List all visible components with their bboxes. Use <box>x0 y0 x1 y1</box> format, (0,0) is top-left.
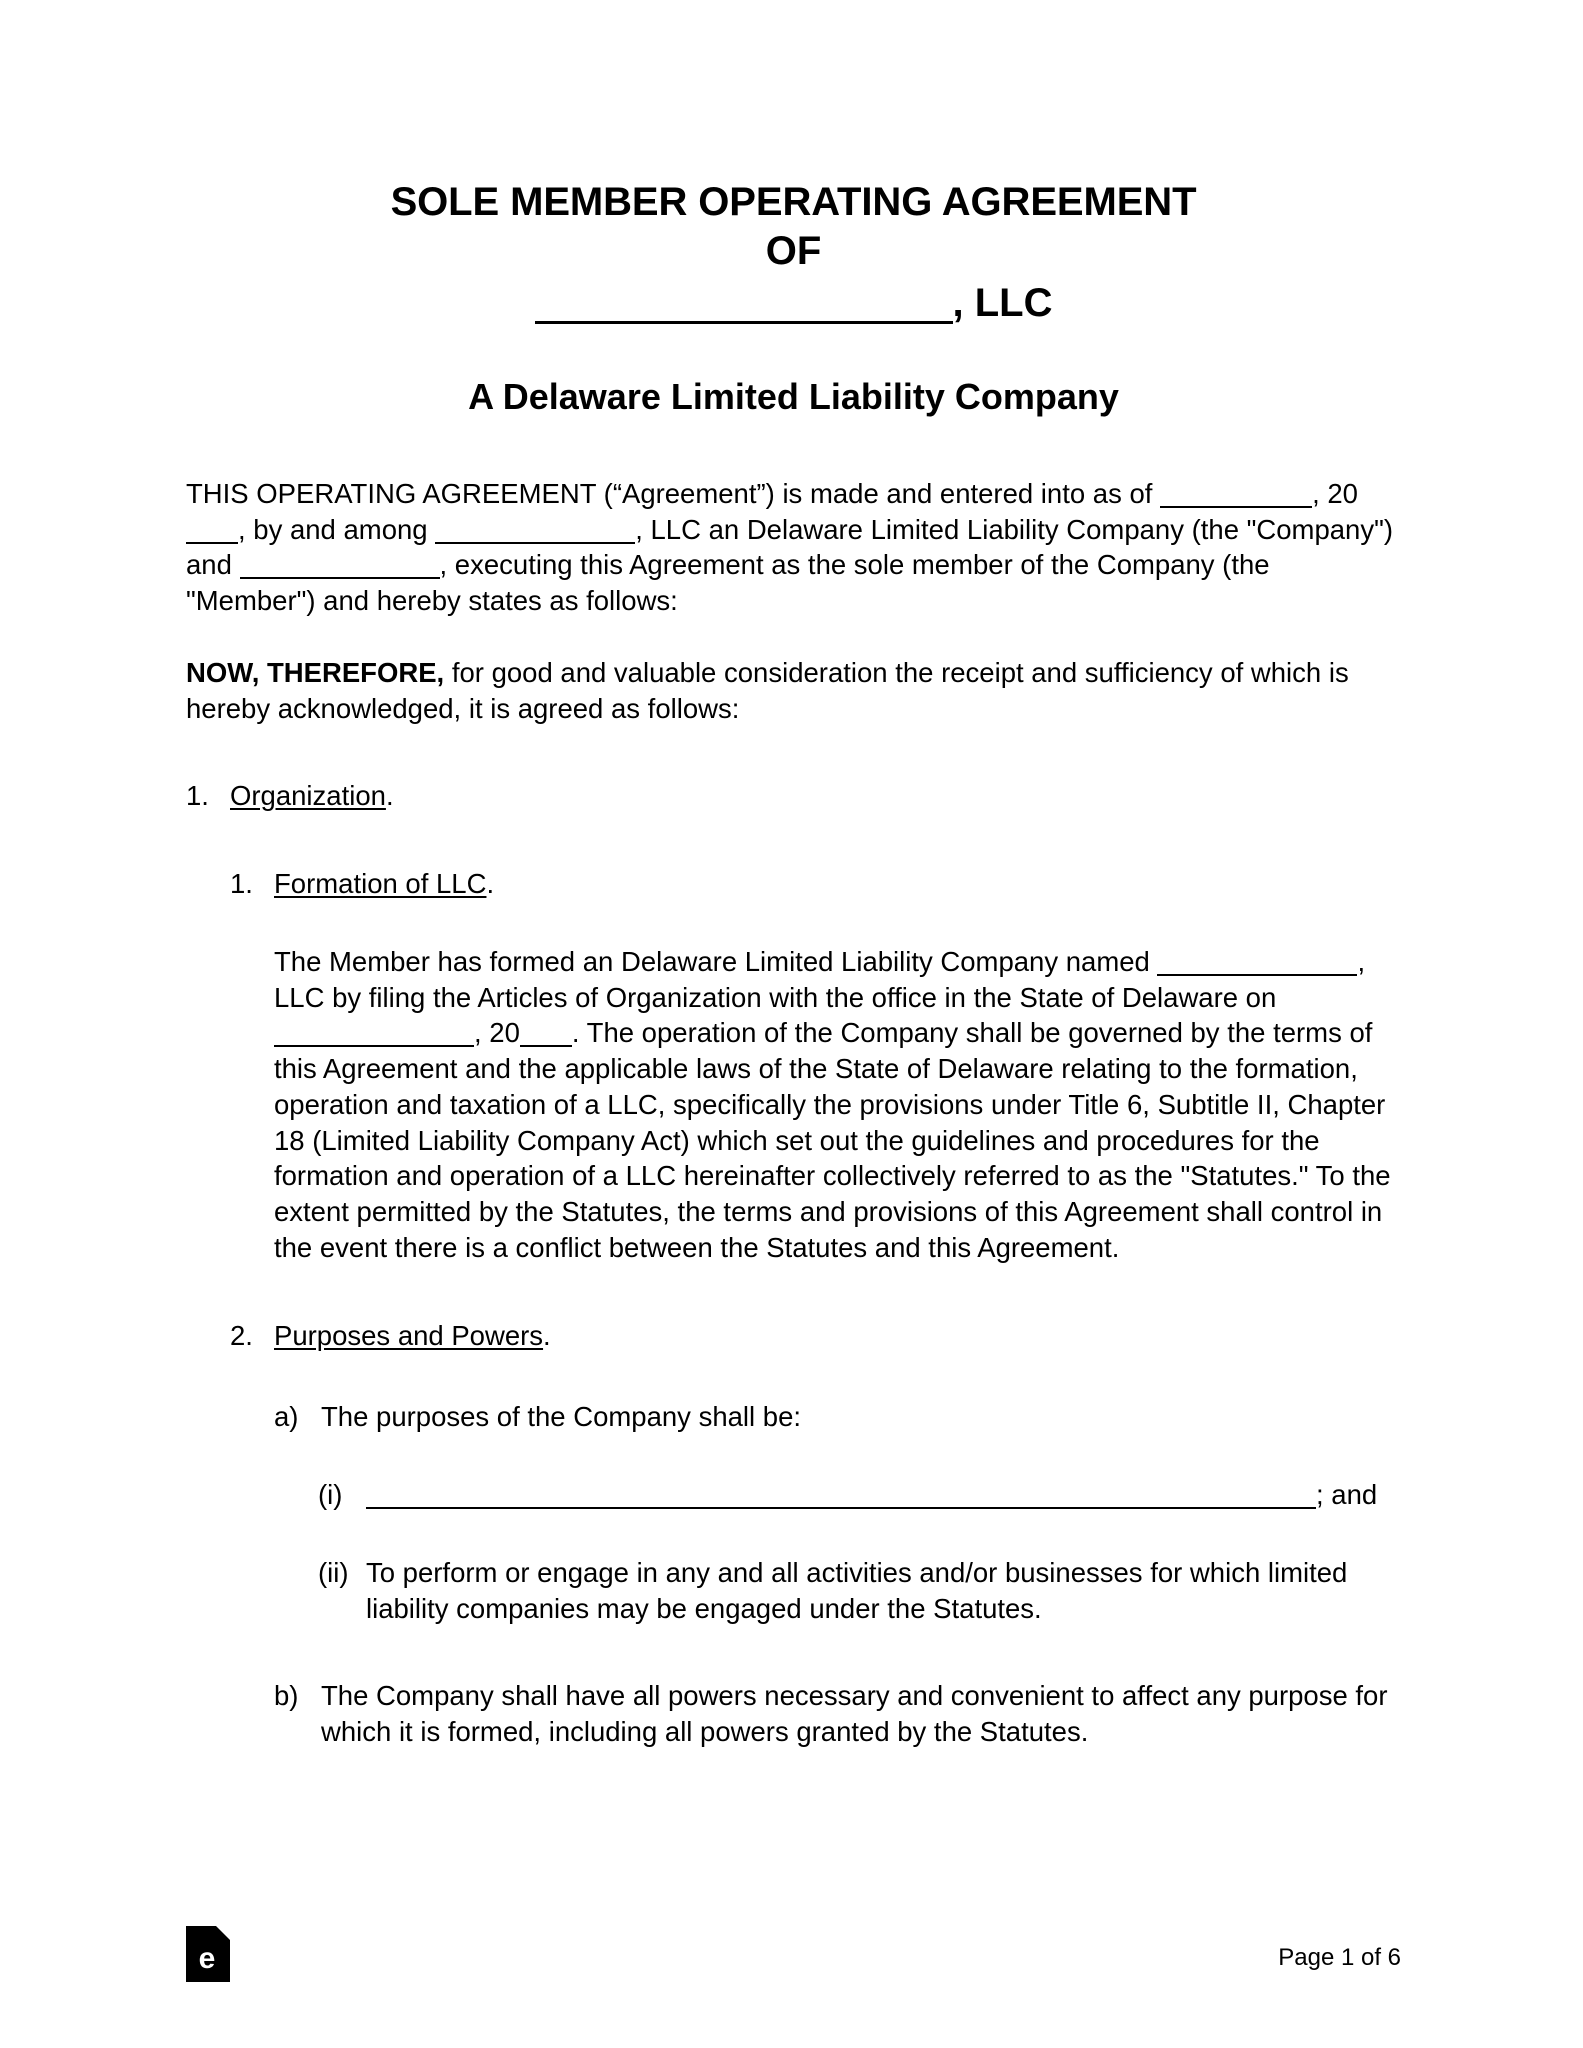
preamble-text-5: , executing this Agreement as the sole member of the Company (the "Member") and hereby states as follows: <box>186 549 1270 616</box>
section-1-2-b <box>274 1678 1401 1750</box>
spacer <box>186 418 1401 476</box>
item-i-content <box>366 1477 1401 1513</box>
formation-text-1: The Member has formed an Delaware Limited Liability Company named <box>274 945 1158 977</box>
section-1-1-marker: 1. <box>230 868 253 899</box>
page-footer <box>186 1922 1401 1986</box>
section-1-title <box>230 778 1401 814</box>
item-a-text: The purposes of the Company shall be: <box>321 1401 802 1433</box>
section-1-1-title <box>274 866 1401 902</box>
item-b-marker: b) <box>274 1680 299 1712</box>
sections-block <box>186 778 1401 1750</box>
item-b-text: The Company shall have all powers necessary and convenient to affect any purpose for which it is formed, including all powers granted by the Statutes. <box>321 1680 1388 1747</box>
eforms-logo-icon <box>186 1926 230 1982</box>
item-ii-text: To perform or engage in any and all activities and/or businesses for which limited liability companies may be engaged under the Statutes. <box>366 1556 1348 1624</box>
company-name-blank-2[interactable] <box>435 542 635 544</box>
item-ii-marker: (ii) <box>318 1556 349 1588</box>
section-1-2-a <box>274 1399 1401 1435</box>
section-1-2-heading: Purposes and Powers <box>274 1319 544 1351</box>
formation-text-4: . The operation of the Company shall be governed by the terms of this Agreement and the applicable laws of the State of Delaware relating to the formation, operation and taxation of a LLC, specifically the provisions under Title 6, Subtitle II, Chapter 18 (Limited Liability Company Act) which set out the guidelines and procedures for the formation and operation of a LLC hereinafter collectively referred to as the "Statutes." To the extent permitted by the Statutes, the terms and provisions of this Agreement shall control in the event there is a conflict between the Statutes and this Agreement. <box>274 1017 1391 1263</box>
title-of-word: OF <box>765 229 822 274</box>
item-i-trailing: ; and <box>1316 1479 1378 1510</box>
preamble-block <box>186 476 1401 727</box>
section-1-2-title <box>274 1318 1401 1354</box>
title-block <box>186 0 1401 330</box>
page-number: Page 1 of 6 <box>1278 1944 1401 1971</box>
purpose-blank[interactable] <box>366 1507 1316 1509</box>
title-llc-suffix: , LLC <box>952 281 1053 326</box>
section-1-period: . <box>385 780 394 812</box>
preamble-text-4: , LLC an Delaware Limited Liability Company (the "Company") and <box>186 513 1393 581</box>
section-1-2-marker: 2. <box>230 1319 253 1351</box>
now-therefore-paragraph <box>186 655 1401 727</box>
eforms-logo-letter: e <box>198 1942 216 1975</box>
document-content <box>186 0 1401 1750</box>
item-i-marker: (i) <box>318 1479 343 1510</box>
document-subtitle: A Delaware Limited Liability Company <box>468 375 1119 417</box>
section-1-1-body <box>274 944 1401 1266</box>
date-year-blank[interactable] <box>186 542 238 544</box>
section-1-2 <box>230 1318 1401 1354</box>
now-therefore-text: for good and valuable consideration the receipt and sufficiency of which is hereby acknowledged, it is agreed as follows: <box>186 656 1349 724</box>
section-1-1-heading: Formation of LLC <box>274 868 487 899</box>
company-name-blank[interactable] <box>535 321 953 324</box>
section-1-1-period: . <box>486 868 495 899</box>
formation-text-2: , LLC by filing the Articles of Organization with the office in the State of Delaware on <box>274 945 1366 1013</box>
section-1-marker: 1. <box>186 780 209 812</box>
member-name-blank[interactable] <box>240 577 440 579</box>
date-day-blank[interactable] <box>1160 506 1312 508</box>
page-title: SOLE MEMBER OPERATING AGREEMENT <box>390 180 1197 224</box>
section-1-2-a-ii <box>318 1555 1401 1627</box>
formation-year-blank[interactable] <box>520 1045 572 1047</box>
formation-date-blank[interactable] <box>274 1045 474 1047</box>
preamble-text-1: THIS OPERATING AGREEMENT (“Agreement”) is made and entered into as of <box>186 477 1161 509</box>
section-1-2-period: . <box>543 1319 551 1351</box>
item-a-marker: a) <box>274 1401 299 1433</box>
title-company-line <box>186 278 1401 329</box>
spacer <box>186 619 1401 655</box>
section-1-heading: Organization <box>230 780 386 812</box>
section-1 <box>186 778 1401 814</box>
section-1-1 <box>230 866 1401 902</box>
preamble-text-2: , 20 <box>1312 477 1358 509</box>
now-therefore-label: NOW, THEREFORE, <box>186 656 445 688</box>
formation-company-blank[interactable] <box>1157 974 1357 976</box>
preamble-text-3: , by and among <box>238 513 436 545</box>
section-1-2-a-i <box>318 1477 1401 1513</box>
formation-text-3: , 20 <box>474 1017 520 1049</box>
preamble-paragraph <box>186 476 1401 619</box>
